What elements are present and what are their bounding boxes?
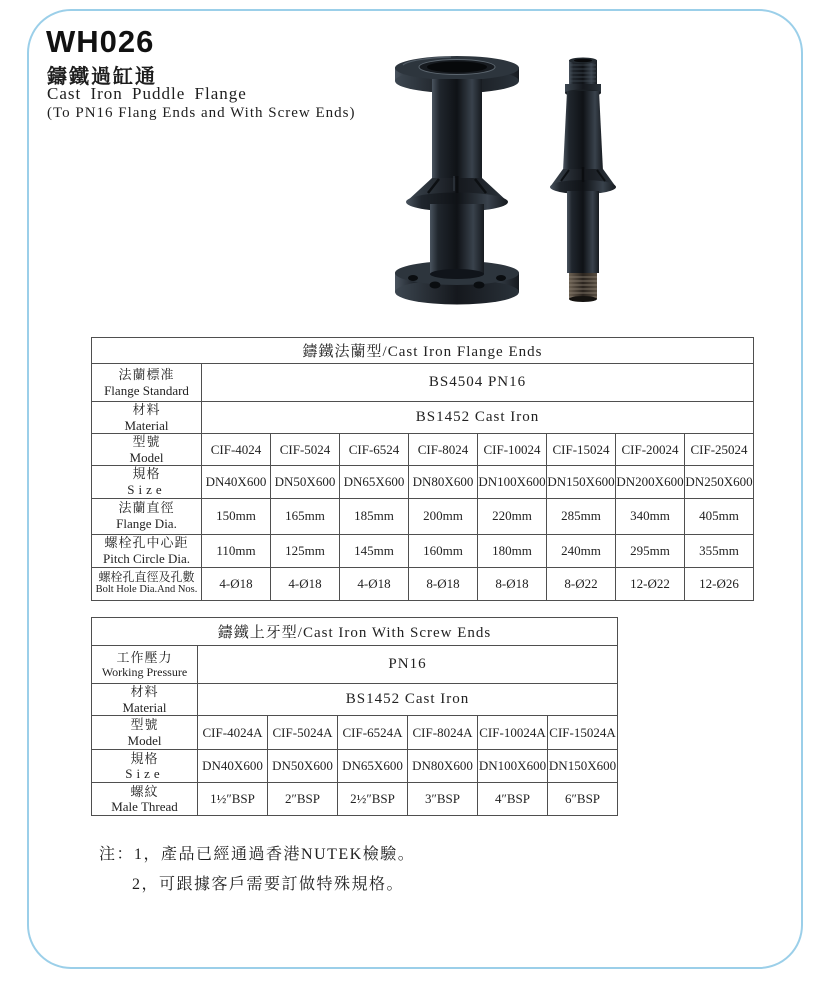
model-cell: CIF-20024 [616, 434, 685, 466]
row-label-en: Size [127, 481, 166, 497]
model-cell: CIF-6524 [340, 434, 409, 466]
row-label-material [92, 402, 202, 434]
screw-table-title: 鑄鐵上牙型/Cast Iron With Screw Ends [92, 618, 618, 646]
model-cell: CIF-5024 [271, 434, 340, 466]
male-thread-cell: 2″BSP [268, 783, 338, 816]
row-label-flange-dia [92, 498, 202, 534]
bolt-hole-cell: 8-Ø22 [547, 567, 616, 600]
row-label-zh: 工作壓力 [116, 649, 173, 665]
model-cell: CIF-25024 [685, 434, 754, 466]
bolt-hole-cell: 4-Ø18 [271, 567, 340, 600]
model-cell: CIF-10024 [478, 434, 547, 466]
flange-dia-cell: 200mm [409, 498, 478, 534]
size-cell: DN100X600 [478, 466, 547, 498]
male-thread-cell: 1½″BSP [198, 783, 268, 816]
row-label-zh: 材料 [132, 402, 161, 417]
row-label-en: Model [129, 449, 164, 465]
pitch-circle-cell: 355mm [685, 534, 754, 567]
table-row-bolt-hole [92, 567, 754, 600]
product-title-en: Cast Iron Puddle Flange [47, 84, 247, 103]
row-label-en: Material [124, 417, 169, 433]
note-text: 1，產品已經通過香港NUTEK檢驗。 [134, 846, 416, 863]
row-label-zh: 螺紋 [130, 783, 159, 799]
bolt-hole-cell: 12-Ø22 [616, 567, 685, 600]
model-cell: CIF-10024A [478, 716, 548, 750]
row-label-en: Model [127, 732, 162, 748]
row-label-model [92, 716, 198, 750]
bolt-hole-cell: 8-Ø18 [478, 567, 547, 600]
row-label-en: Working Pressure [101, 665, 188, 680]
table-row-flange-dia [92, 498, 754, 534]
male-thread-cell: 4″BSP [478, 783, 548, 816]
screw-ends-product-image [544, 57, 634, 307]
row-label-pitch-circle [92, 534, 202, 567]
flange-dia-cell: 285mm [547, 498, 616, 534]
material-value: BS1452 Cast Iron [202, 402, 754, 434]
flange-standard-value: BS4504 PN16 [202, 364, 754, 402]
flange-dia-cell: 185mm [340, 498, 409, 534]
model-cell: CIF-4024A [198, 716, 268, 750]
table-row-model [92, 716, 618, 750]
screw-ends-spec-table [91, 617, 618, 816]
row-label-en: Material [122, 699, 167, 715]
row-label-en: Male Thread [111, 799, 178, 815]
size-cell: DN80X600 [409, 466, 478, 498]
note-text: 2，可跟據客戶需要訂做特殊規格。 [132, 876, 405, 894]
male-thread-cell: 2½″BSP [338, 783, 408, 816]
table-row [92, 684, 618, 716]
product-subtitle: (To PN16 Flang Ends and With Screw Ends) [47, 105, 356, 121]
size-cell: DN65X600 [340, 466, 409, 498]
table-row-size [92, 466, 754, 498]
male-thread-cell: 6″BSP [548, 783, 618, 816]
note-line-2 [132, 875, 415, 894]
product-code: WH026 [46, 24, 155, 59]
row-label-en: Flange Standard [104, 382, 189, 398]
pitch-circle-cell: 180mm [478, 534, 547, 567]
size-cell: DN150X600 [547, 466, 616, 498]
model-cell: CIF-5024A [268, 716, 338, 750]
bolt-hole-cell: 8-Ø18 [409, 567, 478, 600]
model-cell: CIF-15024A [548, 716, 618, 750]
table-row-size [92, 750, 618, 783]
model-cell: CIF-15024 [547, 434, 616, 466]
flange-dia-cell: 220mm [478, 498, 547, 534]
table-title-row [92, 338, 754, 364]
bolt-hole-cell: 4-Ø18 [340, 567, 409, 600]
flange-table-title: 鑄鐵法蘭型/Cast Iron Flange Ends [92, 338, 754, 364]
table-row-male-thread [92, 783, 618, 816]
flange-dia-cell: 150mm [202, 498, 271, 534]
pitch-circle-cell: 240mm [547, 534, 616, 567]
notes [99, 845, 415, 894]
row-label-zh: 規格 [130, 750, 159, 766]
male-thread-cell: 3″BSP [408, 783, 478, 816]
row-label-en: Bolt Hole Dia.And Nos. [95, 584, 198, 596]
row-label-en: Pitch Circle Dia. [102, 550, 190, 566]
size-cell: DN65X600 [338, 750, 408, 783]
pitch-circle-cell: 160mm [409, 534, 478, 567]
row-label-zh: 法蘭直徑 [118, 500, 175, 516]
material-value: BS1452 Cast Iron [198, 684, 618, 716]
row-label-flange-standard [92, 364, 202, 402]
row-label-en: Flange Dia. [116, 516, 177, 532]
row-label-zh: 型號 [130, 717, 159, 733]
size-cell: DN200X600 [616, 466, 685, 498]
row-label-zh: 材料 [130, 684, 159, 699]
row-label-zh: 法蘭標准 [118, 366, 175, 382]
row-label-working-pressure [92, 646, 198, 684]
table-row-pitch-circle [92, 534, 754, 567]
size-cell: DN80X600 [408, 750, 478, 783]
working-pressure-value: PN16 [198, 646, 618, 684]
pitch-circle-cell: 125mm [271, 534, 340, 567]
row-label-zh: 螺栓孔中心距 [104, 534, 189, 550]
table-title-row [92, 618, 618, 646]
size-cell: DN50X600 [268, 750, 338, 783]
model-cell: CIF-8024 [409, 434, 478, 466]
row-label-size [92, 466, 202, 498]
size-cell: DN150X600 [548, 750, 618, 783]
table-row [92, 402, 754, 434]
row-label-size [92, 750, 198, 783]
row-label-en: Size [125, 766, 164, 782]
pitch-circle-cell: 145mm [340, 534, 409, 567]
table-row-model [92, 434, 754, 466]
size-cell: DN100X600 [478, 750, 548, 783]
model-cell: CIF-8024A [408, 716, 478, 750]
table-row [92, 646, 618, 684]
row-label-zh: 螺栓孔直徑及孔數 [98, 570, 195, 585]
size-cell: DN50X600 [271, 466, 340, 498]
flange-dia-cell: 340mm [616, 498, 685, 534]
pitch-circle-cell: 110mm [202, 534, 271, 567]
flange-dia-cell: 165mm [271, 498, 340, 534]
row-label-model [92, 434, 202, 466]
bolt-hole-cell: 12-Ø26 [685, 567, 754, 600]
size-cell: DN250X600 [685, 466, 754, 498]
size-cell: DN40X600 [198, 750, 268, 783]
flange-ends-product-image [391, 52, 523, 312]
size-cell: DN40X600 [202, 466, 271, 498]
note-line-1 [99, 845, 415, 864]
model-cell: CIF-4024 [202, 434, 271, 466]
pitch-circle-cell: 295mm [616, 534, 685, 567]
row-label-zh: 型號 [132, 434, 161, 450]
row-label-material [92, 684, 198, 716]
product-title-zh: 鑄鐵過缸通 [47, 66, 157, 88]
note-prefix: 注： [99, 846, 135, 863]
table-row [92, 364, 754, 402]
flange-ends-spec-table [91, 337, 754, 601]
bolt-hole-cell: 4-Ø18 [202, 567, 271, 600]
model-cell: CIF-6524A [338, 716, 408, 750]
row-label-male-thread [92, 783, 198, 816]
flange-dia-cell: 405mm [685, 498, 754, 534]
row-label-bolt-hole [92, 567, 202, 600]
row-label-zh: 規格 [132, 466, 161, 482]
